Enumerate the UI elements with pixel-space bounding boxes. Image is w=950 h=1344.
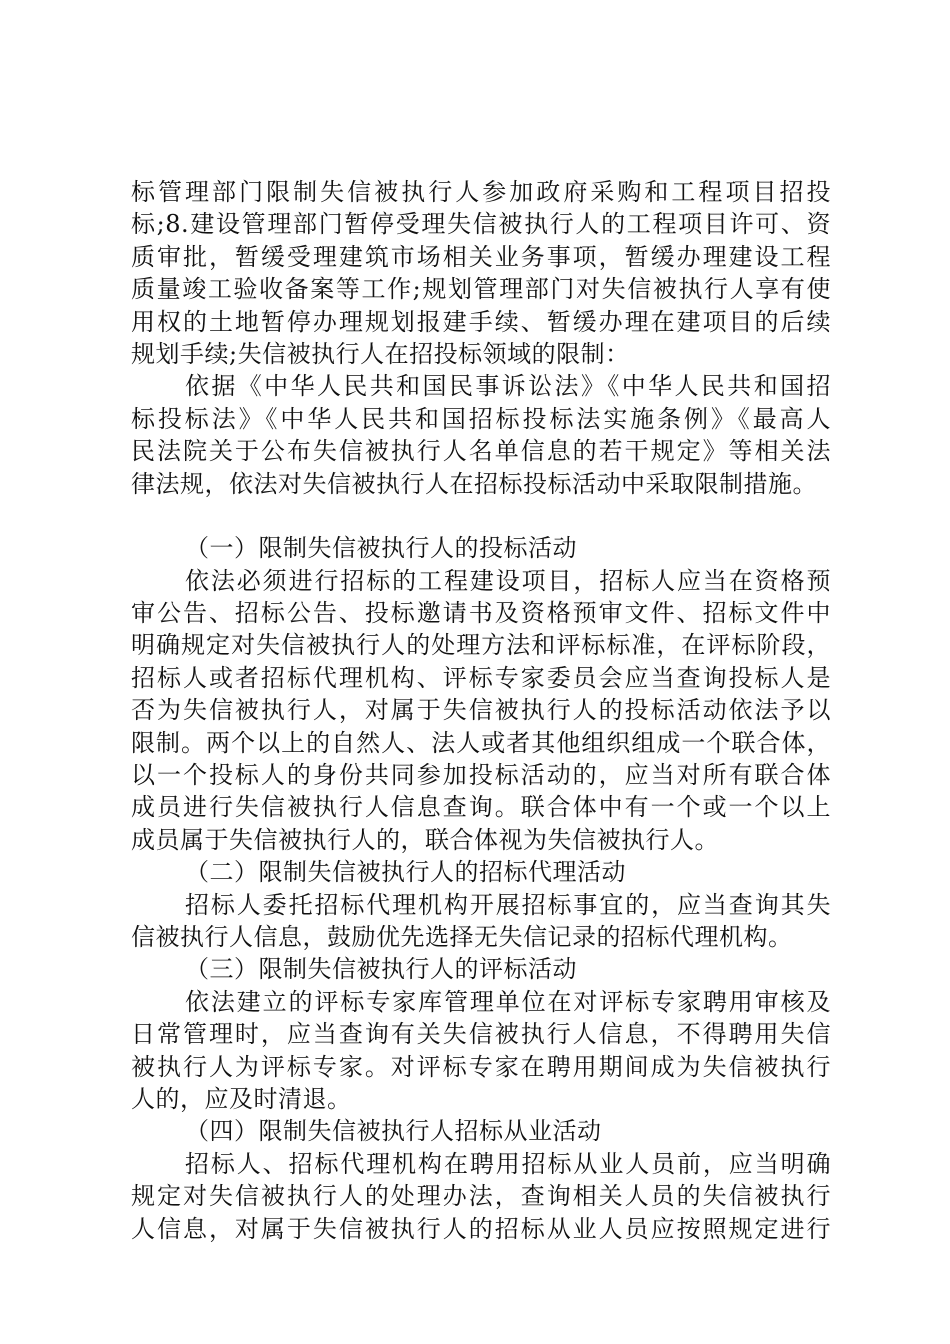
paragraph-practitioner-restriction	[131, 1148, 831, 1245]
text-line: 招标人、招标代理机构在聘用招标从业人员前，应当明确	[185, 1149, 831, 1178]
paragraph-bidding-restriction	[131, 565, 831, 857]
paragraph-agency-restriction	[131, 889, 831, 954]
text-line: 依法建立的评标专家库管理单位在对评标专家聘用审核及	[185, 987, 831, 1016]
section-heading: （三）限制失信被执行人的评标活动	[185, 955, 577, 984]
text-line: 日常管理时，应当查询有关失信被执行人信息，不得聘用失信	[131, 1020, 831, 1049]
paragraph-continuation	[131, 176, 831, 370]
text-line: 人的，应及时清退。	[131, 1084, 352, 1113]
section-heading: （二）限制失信被执行人的招标代理活动	[185, 858, 626, 887]
text-line: 明确规定对失信被执行人的处理方法和评标标准，在评标阶段，	[131, 631, 831, 660]
text-line: 标;8.建设管理部门暂停受理失信被执行人的工程项目许可、资	[131, 210, 831, 239]
section-heading: （四）限制失信被执行人招标从业活动	[185, 1117, 602, 1146]
text-line: 规定对失信被执行人的处理办法，查询相关人员的失信被执行	[131, 1182, 831, 1211]
text-line: 成员属于失信被执行人的，联合体视为失信被执行人。	[131, 825, 719, 854]
text-line: 以一个投标人的身份共同参加投标活动的，应当对所有联合体	[131, 761, 831, 790]
text-line: 被执行人为评标专家。对评标专家在聘用期间成为失信被执行	[131, 1052, 831, 1081]
text-line: 限制。两个以上的自然人、法人或者其他组织组成一个联合体，	[131, 728, 831, 757]
text-line: 用权的土地暂停办理规划报建手续、暂缓办理在建项目的后续	[131, 307, 831, 336]
text-line: 标投标法》《中华人民共和国招标投标法实施条例》《最高人	[131, 404, 831, 433]
text-line: 否为失信被执行人，对属于失信被执行人的投标活动依法予以	[131, 696, 831, 725]
text-line: 律法规，依法对失信被执行人在招标投标活动中采取限制措施。	[131, 469, 817, 498]
paragraph-legal-basis	[131, 370, 831, 500]
document-page	[131, 176, 831, 1245]
paragraph-gap	[131, 500, 831, 532]
text-line: 信被执行人信息，鼓励优先选择无失信记录的招标代理机构。	[131, 922, 793, 951]
text-line: 民法院关于公布失信被执行人名单信息的若干规定》等相关法	[131, 437, 831, 466]
text-line: 审公告、招标公告、投标邀请书及资格预审文件、招标文件中	[131, 599, 831, 628]
text-line: 依据《中华人民共和国民事诉讼法》《中华人民共和国招	[185, 372, 831, 401]
text-line: 质量竣工验收备案等工作;规划管理部门对失信被执行人享有使	[131, 275, 831, 304]
section-heading: （一）限制失信被执行人的投标活动	[185, 534, 577, 563]
text-line: 招标人或者招标代理机构、评标专家委员会应当查询投标人是	[131, 663, 831, 692]
text-line: 成员进行失信被执行人信息查询。联合体中有一个或一个以上	[131, 793, 831, 822]
text-line: 标管理部门限制失信被执行人参加政府采购和工程项目招投	[131, 178, 831, 206]
text-line: 依法必须进行招标的工程建设项目，招标人应当在资格预	[185, 566, 831, 595]
text-line: 质审批，暂缓受理建筑市场相关业务事项，暂缓办理建设工程	[131, 242, 831, 271]
text-line: 人信息，对属于失信被执行人的招标从业人员应按照规定进行	[131, 1214, 831, 1243]
paragraph-evaluation-restriction	[131, 986, 831, 1116]
text-line: 招标人委托招标代理机构开展招标事宜的，应当查询其失	[185, 890, 831, 919]
text-line: 规划手续;失信被执行人在招投标领域的限制：	[131, 339, 630, 368]
